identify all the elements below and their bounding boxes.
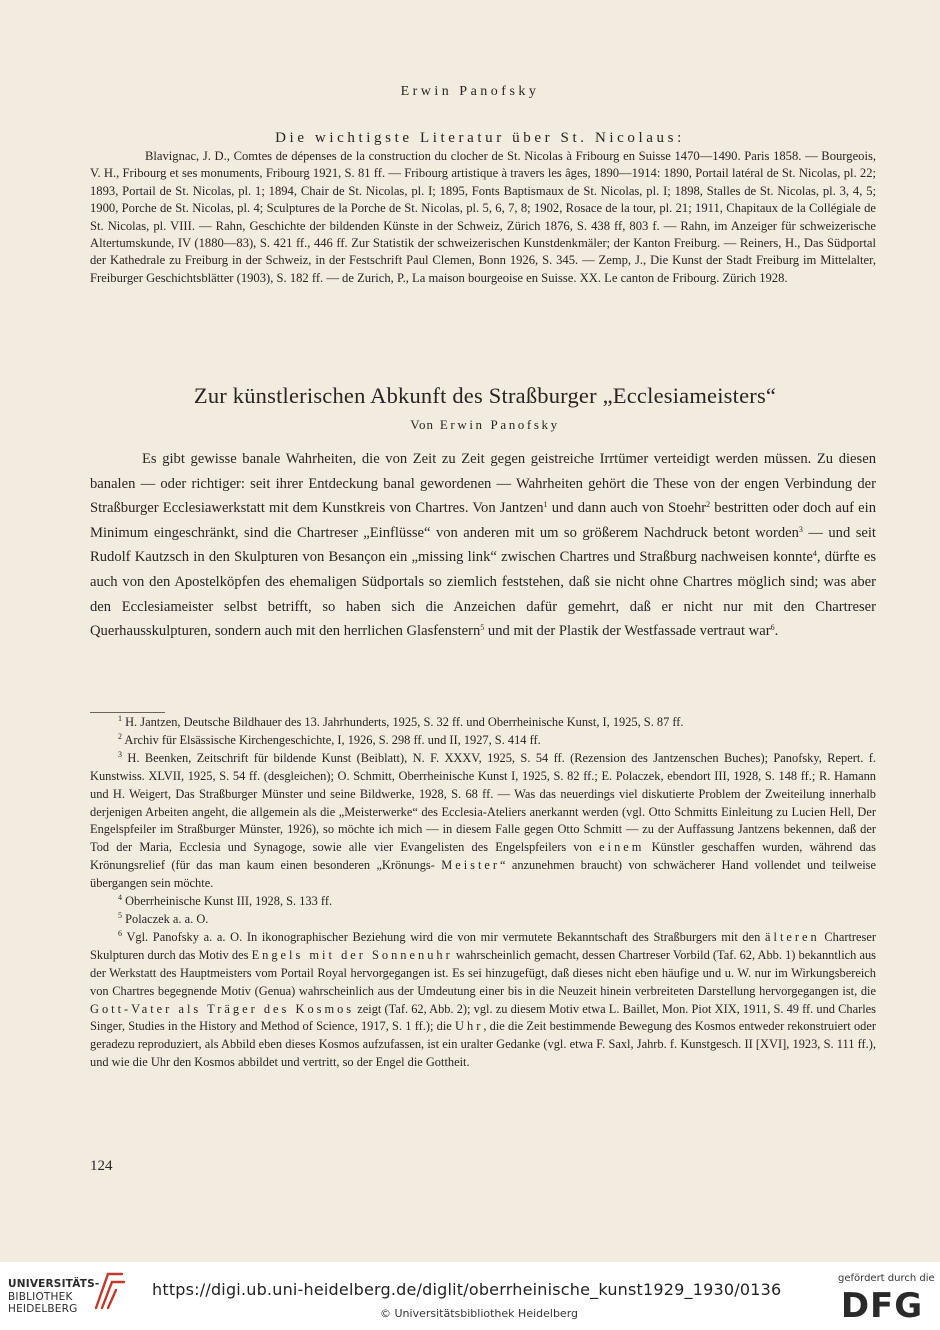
footnote-divider: [90, 712, 165, 713]
footnote-text: H. Jantzen, Deutsche Bildhauer des 13. Jahrhunderts, 1925, S. 32 ff. und Oberrheinische Kunst, I, 1925, S. 87 ff.: [125, 715, 684, 729]
footnote-text: Polaczek a. a. O.: [125, 911, 209, 926]
footnote-ref-3[interactable]: 3: [798, 524, 803, 534]
library-name[interactable]: [8, 1278, 99, 1316]
library-name-line: BIBLIOTHEK: [8, 1290, 73, 1303]
footnote-text: “ anzunehmen braucht) von schwächerer Hand vollendet und teilweise übergangen sein möchte.: [90, 858, 876, 891]
footnote-3: [90, 750, 876, 893]
footnote-emphasis: einem: [599, 840, 645, 855]
footnote-text: H. Beenken, Zeitschrift für bildende Kunst (Beiblatt), N. F. XXXV, 1925, S. 54 ff. (Rezension des Jantzenschen Buches); Panofsky, Repert. f. Kunstwiss. XLVII, 1925, S. 54 ff. (desgleichen); O. Schmitt, Oberrheinische Kunst I, 1925, S. 82 ff.; E. Polaczek, ebendort III, 1928, S. 148 ff.; R. Hamann und H. Weigert, Das Straßburger Münster und seine Bildwerke, 1928, S. 68 ff. — Was das neuerdings viel diskutierte Problem der Zweiteilung innerhalb derjenigen Arbeiten angeht, die allgemein als die „Meisterwerke“ des Ecclesia-Ateliers anerkannt werden (vgl. Otto Schmitts Einleitung zu Lucien Hell, Der Engelspfeiler im Straßburger Münster, 1926), so möchte ich mich — in diesem Falle gegen Otto Schmitt — zu der Auffassung Jantzens bekennen, daß der Tod der Maria, Ecclesia und Synagoge, sowie alle vier Evangelisten des Engelspfeilers von: [90, 750, 876, 855]
article-body-paragraph: [90, 447, 876, 644]
footnote-text: Künstler geschaffen wurden, während das Krönungsrelief (für das man kaum einen besonderen „Krönungs-: [90, 840, 876, 873]
footnote-2: [90, 732, 876, 750]
footnote-emphasis: Meister: [441, 858, 501, 873]
footnote-marker: 2: [118, 731, 122, 741]
footnote-text: wahrscheinlich gemacht, dessen Chartreser Vorbild (Taf. 62, Abb. 1) bekanntlich aus der Werkstatt des Hauptmeisters vom Portail Royal hervorgegangen ist. Es sei hinzugefügt, daß dieses nicht eben häufige und u. W. nur im Wirkungsbereich von Chartres begegnende Motiv (Genua) wahrscheinlich aus der Umdeutung einer bis in die Neuzeit hinein verbreiteten Darstellung hervorgegangen ist, die: [90, 947, 876, 998]
body-text-part: — und seit Rudolf Kautzsch in den Skulpturen von Besançon ein „missing link“ zwischen Chartres und Straßburg nachweisen konnte: [90, 524, 876, 566]
byline-author: Erwin Panofsky: [439, 417, 560, 432]
footnote-4: [90, 893, 876, 911]
footnotes: [90, 714, 876, 1072]
body-text-part: bestritten oder doch auf ein Minimum eingeschränkt, sind die Chartreser „Einflüsse“ von anderen mit um so größerem Nachdruck betont worden: [90, 500, 876, 541]
library-name-line: UNIVERSITÄTS-: [8, 1278, 100, 1290]
permalink-url[interactable]: https://digi.ub.uni-heidelberg.de/diglit/oberrheinische_kunst1929_1930/0136: [152, 1280, 782, 1299]
dfg-logo-icon[interactable]: [836, 1286, 928, 1322]
footnote-ref-4[interactable]: 4: [812, 549, 817, 559]
footnote-text: Oberrheinische Kunst III, 1928, S. 133 ff.: [125, 894, 333, 909]
footnote-marker: 6: [118, 928, 122, 938]
article-title: Zur künstlerischen Abkunft des Straßburger „Ecclesiameisters“: [193, 383, 777, 408]
footnote-5: [90, 911, 876, 929]
body-text-part: und dann auch von Stoehr: [547, 500, 707, 517]
body-text-part: , dürfte es auch von den Apostelköpfen des ehemaligen Südportals so ziemlich feststehen, daß sie nicht ohne Chartres möglich sind; was aber den Ecclesiameister selbst betrifft, so haben sich die Anzeichen dafür gemehrt, daß er nicht nur mit den Chartreser Querhausskulpturen, sondern auch mit den herrlichen Glasfenstern: [90, 549, 877, 640]
page-number: 124: [90, 1158, 113, 1174]
body-text-part: und mit der Plastik der Westfassade vertraut war: [484, 623, 771, 640]
footnote-text: , die die Zeit bestimmende Bewegung des Kosmos entweder rekonstruiert oder geradezu reproduziert, als Abbild eben dieses Kosmos aufzufassen, ist ein uralter Gedanke (vgl. etwa F. Saxl, Jahrb. f. Kunstgesch. II [XVI], 1923, S. 111 ff.), und wie die Uhr den Kosmos abbildet und vertritt, so der Engel die Gottheit.: [90, 1019, 876, 1070]
body-text-part: .: [774, 623, 779, 640]
footnote-6: [90, 929, 876, 1072]
body-text-part: Es gibt gewisse banale Wahrheiten, die von Zeit zu Zeit gegen geistreiche Irrtümer verteidigt werden müssen. Zu diesen banalen — oder richtiger: seit ihrer Entdeckung banal gewordenen — Wahrheiten gehört die These von der engen Verbindung der Straßburger Ecclesiawerkstatt mit dem Kunstkreis von Chartres. Von Jantzen: [90, 451, 876, 517]
footnote-marker: 4: [118, 893, 122, 903]
literature-heading: Die wichtigste Literatur über St. Nicolaus:: [275, 130, 685, 146]
footnote-text: Archiv für Elsässische Kirchengeschichte, I, 1926, S. 298 ff. und II, 1927, S. 414 ff.: [124, 732, 541, 747]
literature-list: Blavignac, J. D., Comtes de dépenses de la construction du clocher de St. Nicolas à Fribourg en Suisse 1470—1490. Paris 1858. — Bourgeois, V. H., Fribourg et ses monuments, Fribourg 1921, S. 81 ff. — Fribourg artistique à travers les âges, 1890—1914: 1890, Portail latéral de St. Nicolas, pl. 22; 1893, Portail de St. Nicolas, pl. 1; 1894, Chair de St. Nicolas, pl. I; 1895, Fonts Baptismaux de St. Nicolas, pl. I; 1898, Stalles de St. Nicolas, pl. 3, 4, 5; 1900, Porche de St. Nicolas, pl. 4; Sculptures de la Porche de St. Nicolas, pl. 5, 6, 7, 8; 1902, Rosace de la tour, pl. 21; 1911, Chapitaux de la Collégiale de St. Nicolas, pl. VIII. — Rahn, Geschichte der bildenden Künste in der Schweiz, Zürich 1876, S. 438 ff, 803 f. — Rahn, im Anzeiger für schweizerische Altertumskunde, IV (1880—83), S. 421 ff., 446 ff. Zur Statistik der schweizerischen Kunstdenkmäler; der Kanton Freiburg. — Reiners, H., Das Südportal der Kathedrale zu Freiburg in der Schweiz, in der Festschrift Paul Clemen, Bonn 1926, S. 345. — Zemp, J., Die Kunst der Stadt Freiburg im Mittelalter, Freiburger Geschichtsblätter (1903), S. 182 ff. — de Zurich, P., La maison bourgeoise en Suisse. XX. Le canton de Fribourg. Zürich 1928.: [90, 149, 876, 285]
footnote-emphasis: Engels mit der Sonnenuhr: [251, 947, 453, 962]
footnote-emphasis: Gott-Vater als Träger des Kosmos: [90, 1001, 355, 1016]
copyright-notice: © Universitätsbibliothek Heidelberg: [380, 1307, 579, 1320]
footnote-emphasis: Uhr: [455, 1019, 484, 1034]
footnote-text: Vgl. Panofsky a. a. O. In ikonographischer Beziehung wird die von mir vermutete Bekanntschaft des Straßburgers mit den: [126, 929, 765, 944]
footnote-text: zeigt (Taf. 62, Abb. 2); vgl. zu diesem Motiv etwa L. Baillet, Mon. Piot XIX, 1911, S. 49 ff. und Charles Singer, Studies in the History and Method of Science, 1917, S. 1 ff.); die: [90, 1001, 876, 1034]
library-logo-icon: [92, 1270, 126, 1310]
library-name-line: HEIDELBERG: [8, 1303, 78, 1315]
byline-prefix: Von: [410, 417, 435, 432]
dfg-logo-text: DFG: [840, 1286, 924, 1322]
footnote-text: Chartreser Skulpturen durch das Motiv des: [90, 929, 876, 962]
footnote-ref-2[interactable]: 2: [706, 500, 711, 510]
footnote-ref-6[interactable]: 6: [770, 623, 775, 633]
footnote-marker: 1: [118, 714, 122, 723]
funder-label: gefördert durch die: [838, 1273, 935, 1284]
footnote-ref-1[interactable]: 1: [543, 500, 548, 510]
viewer-footer: [0, 1262, 940, 1330]
article-byline: [0, 417, 940, 433]
running-head: Erwin Panofsky: [400, 84, 540, 99]
footnote-emphasis: älteren: [765, 929, 820, 944]
footnote-ref-5[interactable]: 5: [480, 623, 485, 633]
footnote-marker: 5: [118, 910, 122, 920]
footnote-1: [90, 714, 876, 732]
footnote-marker: 3: [118, 749, 122, 759]
